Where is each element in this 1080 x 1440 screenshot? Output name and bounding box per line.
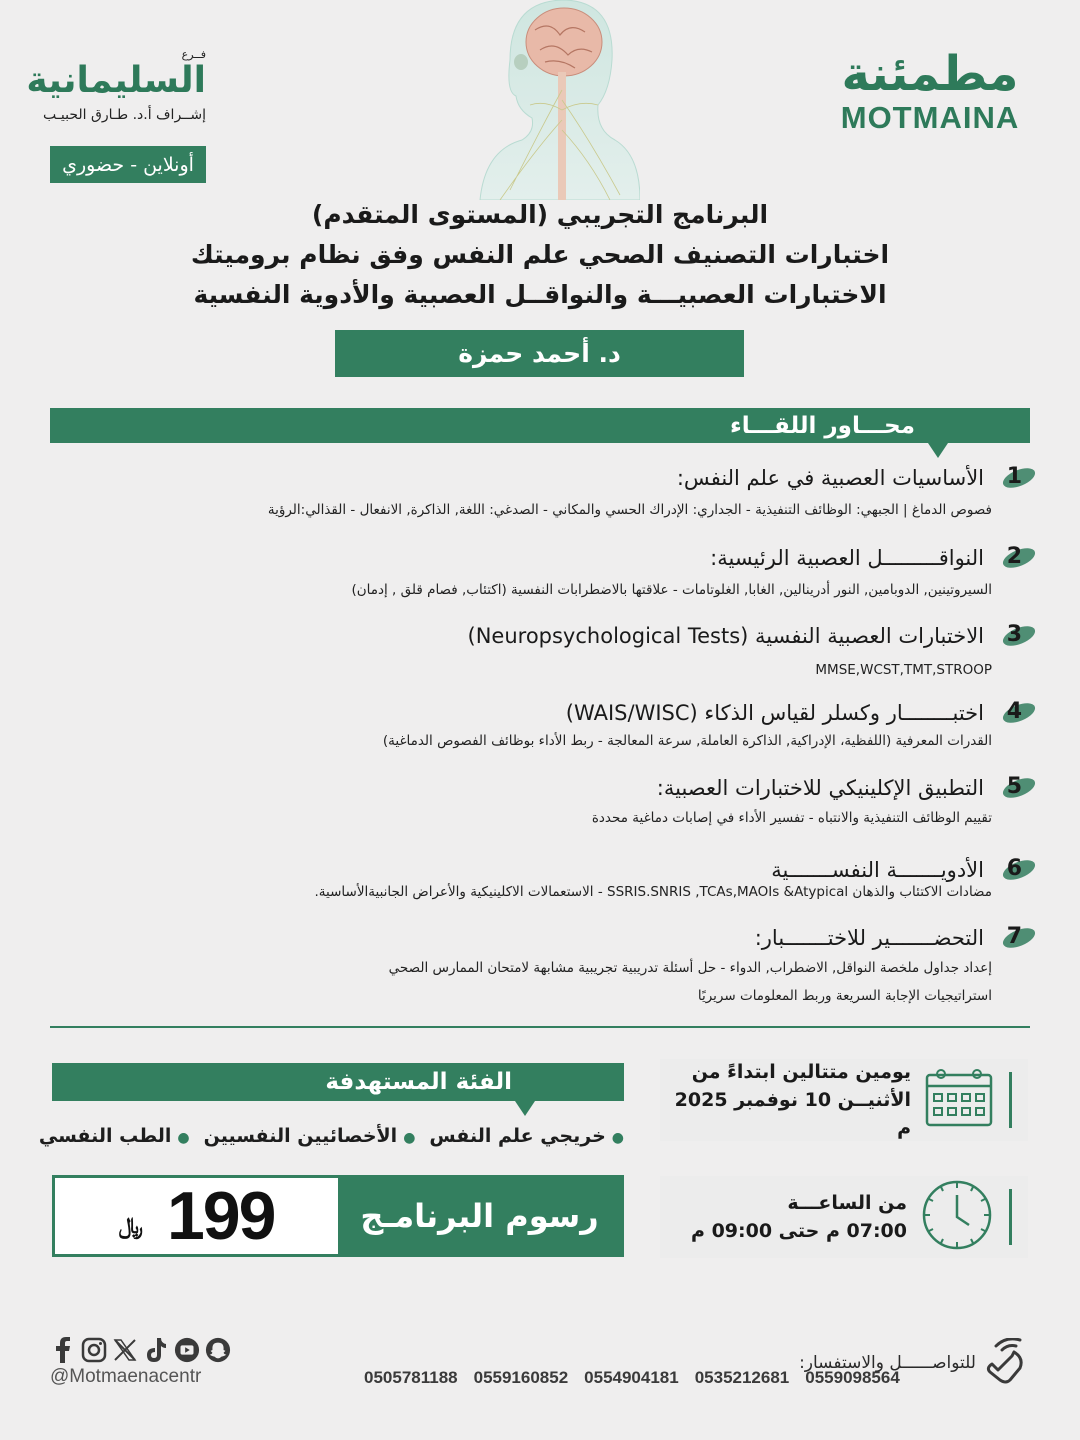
contact-label: للتواصــــــل والاستفسار: bbox=[799, 1353, 976, 1373]
title-line-1: البرنامج التجريبي (المستوى المتقدم) bbox=[311, 200, 769, 229]
facebook-icon[interactable] bbox=[50, 1337, 76, 1363]
topic-title: النواقـــــــــل العصبية الرئيسية: bbox=[710, 546, 984, 570]
snapchat-icon[interactable] bbox=[205, 1337, 231, 1363]
phone-number[interactable]: 0559098564 bbox=[805, 1368, 900, 1387]
leaf-number-icon: 2 bbox=[1002, 546, 1036, 570]
phone-list bbox=[364, 1368, 900, 1388]
topic-detail: مضادات الاكتئاب والذهان SSRIS.SNRIS ,TCAs,MAOIs &Atypical - الاستعمالات الاكلينيكية والأعراض الجانبيةالأساسية. bbox=[314, 884, 992, 900]
topic-title: الأدويـــــــة النفســـــــية bbox=[771, 858, 984, 882]
nervous-system-illustration bbox=[440, 0, 640, 200]
x-icon[interactable] bbox=[112, 1337, 138, 1363]
topic-item bbox=[92, 924, 1022, 1006]
leaf-number-icon: 4 bbox=[1002, 701, 1036, 725]
instagram-icon[interactable] bbox=[81, 1337, 107, 1363]
logo-arabic: مطمئنة bbox=[841, 46, 1019, 102]
logo bbox=[830, 48, 1030, 136]
phone-number[interactable]: 0535212681 bbox=[694, 1368, 790, 1387]
topic-item bbox=[92, 544, 1022, 600]
target-item: ●خريجي علم النفس bbox=[429, 1125, 624, 1147]
topic-title: التحضـــــــير للاختـــــــبار: bbox=[754, 926, 984, 950]
accent-bar bbox=[1009, 1189, 1012, 1245]
target-item: ●الطب النفسي bbox=[38, 1125, 190, 1147]
leaf-number-icon: 6 bbox=[1002, 858, 1036, 882]
title-line-3: الاختبارات العصبيـــة والنواقــل العصبية والأدوية النفسية bbox=[193, 280, 887, 309]
leaf-number-icon: 7 bbox=[1002, 926, 1036, 950]
topic-item bbox=[92, 622, 1022, 680]
title-line-2: اختبارات التصنيف الصحي علم النفس وفق نظام بروميتك bbox=[190, 240, 890, 269]
topic-item bbox=[92, 699, 1022, 751]
topic-item bbox=[92, 464, 1022, 520]
topic-title: اختبــــــــار وكسلر لقياس الذكاء (WAIS/WISC) bbox=[565, 701, 984, 725]
target-header-label: الفئة المستهدفة bbox=[325, 1069, 512, 1095]
topic-title: الاختبارات العصبية النفسية (Neuropsychological Tests) bbox=[467, 624, 984, 648]
topic-title: الأساسيات العصبية في علم النفس: bbox=[676, 466, 984, 490]
clock-icon bbox=[921, 1179, 993, 1255]
supervisor: إشــراف أ.د. طـارق الحبيـب bbox=[43, 107, 206, 123]
mode-badge: أونلاين - حضوري bbox=[50, 146, 206, 183]
topic-item bbox=[92, 856, 1022, 902]
time-line-1: من الساعـــة bbox=[787, 1192, 907, 1214]
topic-detail: تقييم الوظائف التنفيذية والانتباه - تفسير الأداء في إصابات دماغية محددة bbox=[591, 810, 992, 826]
logo-english: MOTMAINA bbox=[840, 100, 1020, 135]
time-line-2: 07:00 م حتى 09:00 م bbox=[691, 1220, 907, 1242]
youtube-icon[interactable] bbox=[174, 1337, 200, 1363]
phone-number[interactable]: 0559160852 bbox=[473, 1368, 569, 1387]
riyal-icon: ﷼ bbox=[118, 1213, 143, 1239]
branch-block bbox=[6, 48, 206, 123]
section-divider bbox=[50, 1026, 1030, 1028]
presenter-name: د. أحمد حمزة bbox=[335, 330, 744, 377]
axes-header bbox=[50, 408, 1030, 443]
date-line-1: يومين متتالين ابتداءً من bbox=[691, 1061, 912, 1083]
leaf-number-icon: 1 bbox=[1002, 466, 1036, 490]
calendar-icon bbox=[925, 1069, 993, 1131]
tiktok-icon[interactable] bbox=[143, 1337, 169, 1363]
target-pointer bbox=[515, 1101, 535, 1116]
accent-bar bbox=[1009, 1072, 1012, 1128]
topic-detail: استراتيجيات الإجابة السريعة وربط المعلومات سريريًا bbox=[697, 988, 992, 1004]
axes-pointer bbox=[928, 443, 948, 458]
topic-title: التطبيق الإكلينيكي للاختبارات العصبية: bbox=[656, 776, 984, 800]
target-list bbox=[38, 1125, 624, 1147]
price-value-box bbox=[55, 1178, 338, 1254]
topic-item bbox=[92, 774, 1022, 828]
branch-name: السليمانية bbox=[26, 60, 206, 101]
time-block bbox=[660, 1176, 1028, 1258]
program-title bbox=[150, 195, 930, 315]
price-box bbox=[52, 1175, 624, 1257]
branch-prefix: فــرع bbox=[181, 48, 206, 61]
date-block bbox=[660, 1059, 1028, 1141]
social-icons bbox=[50, 1337, 231, 1363]
axes-header-label: محـــاور اللقـــاء bbox=[729, 412, 915, 439]
topic-detail: السيروتينين, الدوبامين, النور أدرينالين, الغابا, الغلوتامات - علاقتها بالاضطرابات النفسية (اكتئاب, فصام قلق , إدمان) bbox=[351, 582, 992, 598]
topic-detail: إعداد جداول ملخصة النواقل, الاضطراب, الدواء - حل أسئلة تدريبية تجريبية مشابهة لامتحان الممارس الصحي bbox=[388, 960, 992, 976]
topic-detail: القدرات المعرفية (اللفظية، الإدراكية, الذاكرة العاملة, سرعة المعالجة - ربط الأداء بوظائف الفصوص الدماغية) bbox=[382, 733, 992, 749]
price-value: 199 bbox=[166, 1178, 275, 1254]
social-handle[interactable]: @Motmaenacentr bbox=[50, 1366, 202, 1387]
target-item: ●الأخصائيين النفسيين bbox=[203, 1125, 416, 1147]
phone-number[interactable]: 0554904181 bbox=[584, 1368, 679, 1387]
leaf-number-icon: 5 bbox=[1002, 776, 1036, 800]
target-header bbox=[52, 1063, 624, 1101]
topic-detail: فصوص الدماغ | الجبهي: الوظائف التنفيذية - الجداري: الإدراك الحسي والمكاني - الصدغي: اللغة, الذاكرة, الانفعال - القذالي:الرؤية bbox=[267, 502, 992, 518]
leaf-number-icon: 3 bbox=[1002, 624, 1036, 648]
topic-detail: MMSE,WCST,TMT,STROOP bbox=[815, 662, 992, 678]
phone-icon bbox=[984, 1338, 1030, 1388]
date-line-2: الأثنيــن 10 نوفمبر 2025 م bbox=[674, 1089, 912, 1139]
phone-number[interactable]: 0505781188 bbox=[364, 1368, 458, 1387]
price-label: رسوم البرنامـج bbox=[338, 1178, 621, 1254]
